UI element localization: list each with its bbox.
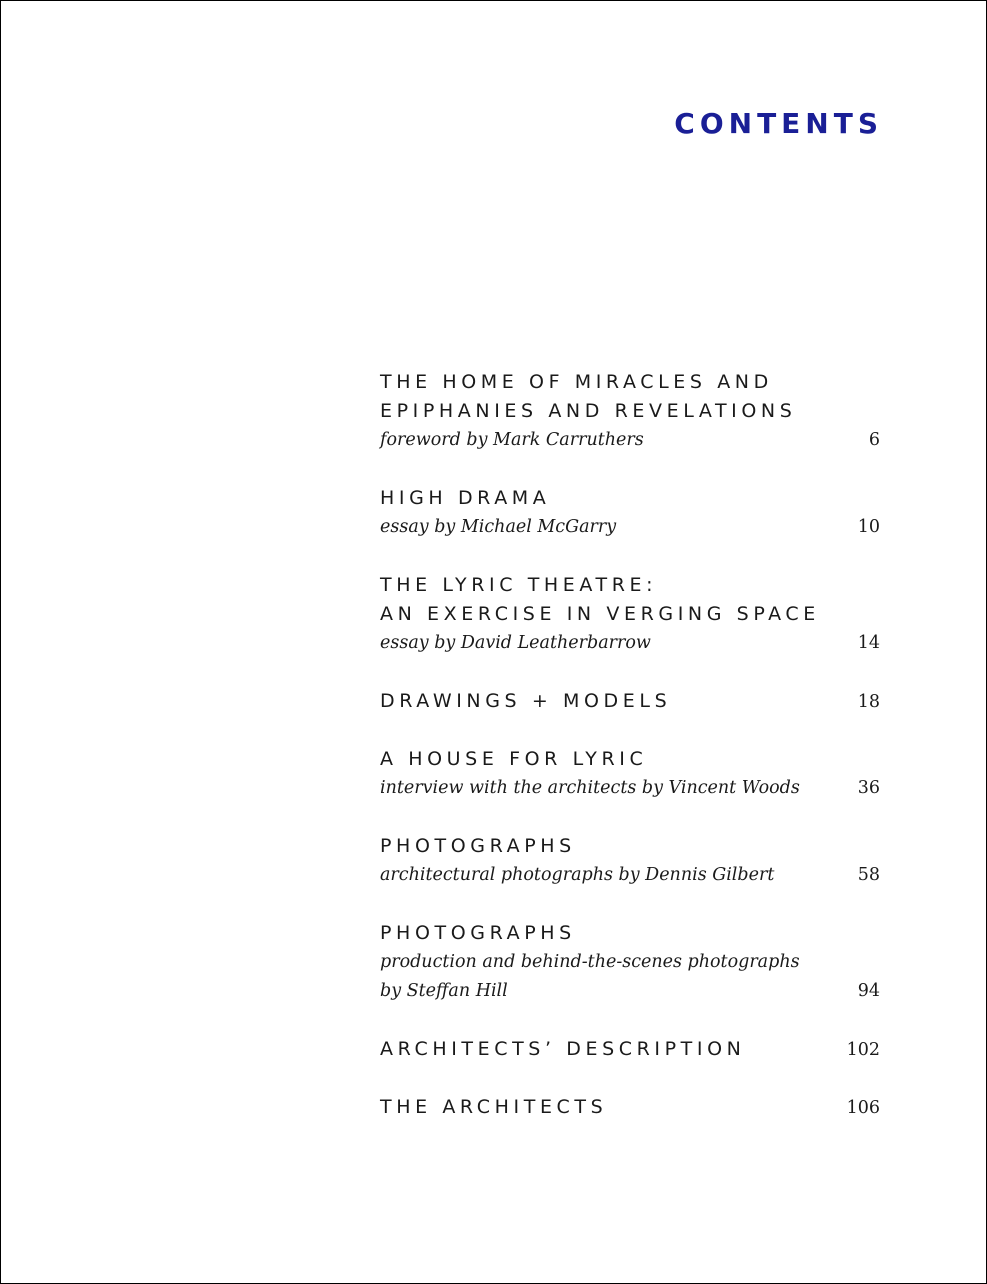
entry-title: EPIPHANIES AND REVELATIONS [380, 400, 797, 422]
toc-entry-lyric-theatre[interactable] [380, 571, 880, 687]
toc-entry-drawings-models[interactable] [380, 687, 880, 745]
page-title: CONTENTS [674, 107, 883, 140]
entry-title-line [380, 368, 880, 397]
toc-entry-photographs-production[interactable] [380, 919, 880, 1035]
entry-title-line [380, 1035, 880, 1064]
page-number: 58 [857, 865, 880, 885]
entry-title-line [380, 919, 880, 948]
entry-subtitle: by Steffan Hill [380, 981, 508, 1001]
toc-entry-home-of-miracles[interactable] [380, 368, 880, 484]
entry-subtitle: interview with the architects by Vincent Woods [380, 778, 800, 798]
entry-title-line [380, 687, 880, 716]
entry-title: PHOTOGRAPHS [380, 835, 576, 857]
page-number: 102 [846, 1040, 880, 1060]
entry-subtitle-line [380, 861, 880, 890]
entry-subtitle: architectural photographs by Dennis Gilbert [380, 865, 775, 885]
entry-subtitle-line [380, 513, 880, 542]
entry-title: PHOTOGRAPHS [380, 922, 576, 944]
page-number: 94 [857, 981, 880, 1001]
entry-title-line [380, 1093, 880, 1122]
entry-subtitle: foreword by Mark Carruthers [380, 430, 644, 450]
entry-title: HIGH DRAMA [380, 487, 551, 509]
entry-title: THE HOME OF MIRACLES AND [380, 371, 773, 393]
entry-subtitle-line [380, 426, 880, 455]
page-number: 36 [857, 778, 880, 798]
entry-title: THE LYRIC THEATRE: [380, 574, 658, 596]
entry-title: DRAWINGS + MODELS [380, 690, 672, 712]
entry-title-line [380, 484, 880, 513]
entry-title: ARCHITECTS’ DESCRIPTION [380, 1038, 746, 1060]
entry-title-line [380, 745, 880, 774]
toc-entry-high-drama[interactable] [380, 484, 880, 571]
toc-entry-architects-description[interactable] [380, 1035, 880, 1093]
entry-subtitle: essay by David Leatherbarrow [380, 633, 651, 653]
entry-title-line [380, 832, 880, 861]
entry-title: THE ARCHITECTS [380, 1096, 608, 1118]
entry-subtitle-line [380, 948, 880, 977]
entry-title-line [380, 571, 880, 600]
toc-entry-photographs-architectural[interactable] [380, 832, 880, 919]
entry-title-line [380, 397, 880, 426]
entry-title: AN EXERCISE IN VERGING SPACE [380, 603, 820, 625]
entry-subtitle-line [380, 977, 880, 1006]
toc-entry-the-architects[interactable] [380, 1093, 880, 1122]
toc-entry-house-for-lyric[interactable] [380, 745, 880, 832]
table-of-contents [380, 368, 880, 1122]
page-number: 14 [857, 633, 880, 653]
entry-subtitle: production and behind-the-scenes photographs [380, 952, 800, 972]
entry-title: A HOUSE FOR LYRIC [380, 748, 648, 770]
page-number: 106 [846, 1098, 880, 1118]
page-number: 18 [857, 692, 880, 712]
page-number: 10 [857, 517, 880, 537]
entry-subtitle-line [380, 774, 880, 803]
entry-subtitle: essay by Michael McGarry [380, 517, 617, 537]
entry-title-line [380, 600, 880, 629]
entry-subtitle-line [380, 629, 880, 658]
page-number: 6 [868, 430, 880, 450]
